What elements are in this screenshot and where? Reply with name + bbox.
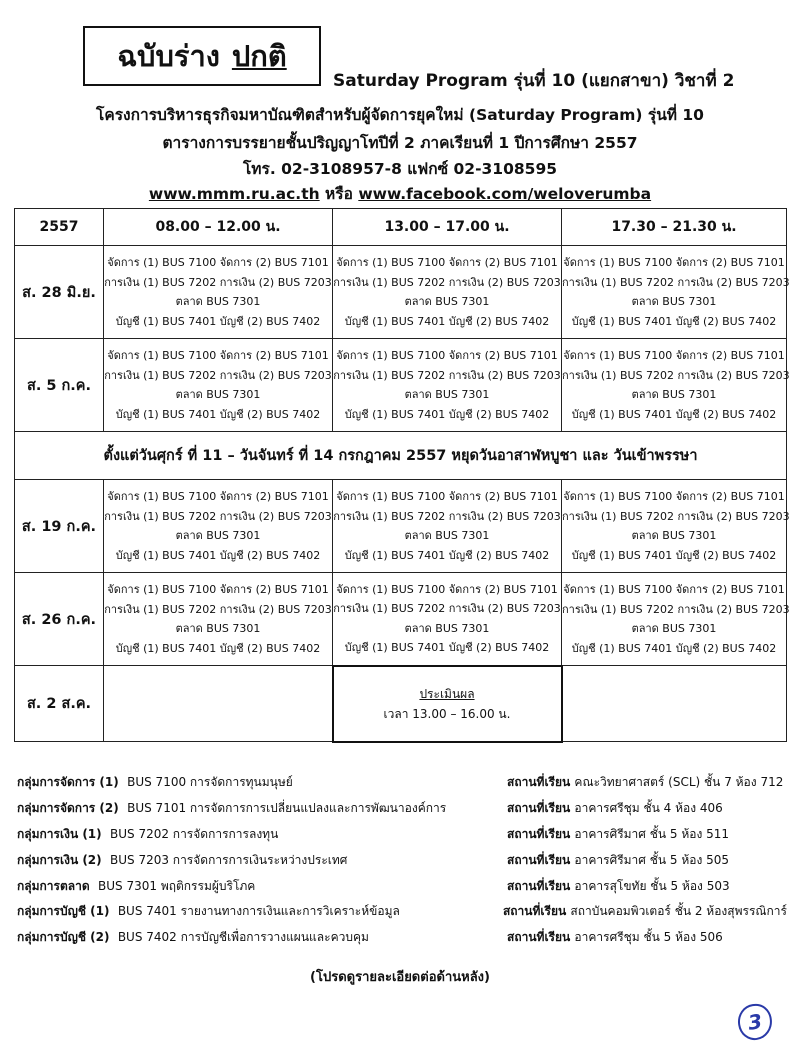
- location-label: สถานที่เรียน: [507, 826, 571, 841]
- program-line: Saturday Program รุ่นที่ 10 (แยกสาขา) วิชาที่ 2: [333, 71, 735, 91]
- course-name: BUS 7301 พฤติกรรมผู้บริโภค: [98, 878, 256, 893]
- group-name: กลุ่มการเงิน (1): [17, 826, 102, 841]
- table-row: [15, 480, 787, 573]
- list-item: [17, 899, 787, 925]
- holiday-row: [15, 432, 787, 480]
- course-cell: จัดการ (1) BUS 7100 จัดการ (2) BUS 7101 การเงิน (1) BUS 7202 การเงิน (2) BUS 7203 ตลาด BUS 7301 บัญชี (1) BUS 7401 บัญชี (2) BUS 7402: [104, 573, 333, 666]
- table-row: [15, 573, 787, 666]
- facebook-link[interactable]: www.facebook.com/weloverumba: [358, 185, 652, 203]
- date-cell: ส. 5 ก.ค.: [15, 339, 104, 432]
- schedule-line: ตารางการบรรยายชั้นปริญญาโทปีที่ 2 ภาคเรียนที่ 1 ปีการศึกษา 2557: [162, 134, 638, 152]
- list-item: [17, 796, 787, 822]
- course-cell: จัดการ (1) BUS 7100 จัดการ (2) BUS 7101 การเงิน (1) BUS 7202 การเงิน (2) BUS 7203 ตลาด BUS 7301 บัญชี (1) BUS 7401 บัญชี (2) BUS 7402: [333, 246, 562, 339]
- slot-header: 08.00 – 12.00 น.: [104, 209, 333, 246]
- location-label: สถานที่เรียน: [507, 852, 571, 867]
- group-name: กลุ่มการบัญชี (1): [17, 904, 110, 919]
- holiday-notice: ตั้งแต่วันศุกร์ ที่ 11 – วันจันทร์ ที่ 14 กรกฎาคม 2557 หยุดวันอาสาฬหบูชา และ วันเข้าพรรษา: [15, 432, 787, 480]
- draft-status: ปกติ: [231, 39, 287, 73]
- location-value: คณะวิทยาศาสตร์ (SCL) ชั้น 7 ห้อง 712: [574, 775, 784, 790]
- evaluation-cell: [333, 666, 562, 742]
- date-cell: ส. 19 ก.ค.: [15, 480, 104, 573]
- course-name: BUS 7203 การจัดการการเงินระหว่างประเทศ: [110, 852, 348, 867]
- website-link[interactable]: www.mmm.ru.ac.th: [148, 185, 320, 203]
- location-value: อาคารศิรีมาศ ชั้น 5 ห้อง 505: [574, 852, 730, 867]
- course-name: BUS 7101 การจัดการการเปลี่ยนแปลงและการพัฒนาองค์การ: [127, 801, 447, 816]
- date-cell: ส. 26 ก.ค.: [15, 573, 104, 666]
- slot-header: 13.00 – 17.00 น.: [333, 209, 562, 246]
- empty-cell: [562, 666, 787, 742]
- location-value: สถาบันคอมพิวเตอร์ ชั้น 2 ห้องสุพรรณิการ์: [570, 904, 787, 919]
- page-number-mark: 3: [736, 1002, 775, 1042]
- course-name: BUS 7100 การจัดการทุนมนุษย์: [127, 775, 293, 790]
- list-item: [17, 847, 787, 873]
- location-value: อาคารศรีชุม ชั้น 4 ห้อง 406: [574, 801, 723, 816]
- group-name: กลุ่มการตลาด: [17, 878, 90, 893]
- table-row: [15, 339, 787, 432]
- draft-label: ฉบับร่าง: [117, 39, 220, 73]
- list-item: [17, 770, 787, 796]
- date-cell: ส. 2 ส.ค.: [15, 666, 104, 742]
- group-name: กลุ่มการจัดการ (2): [17, 801, 119, 816]
- schedule-table: [14, 208, 790, 743]
- location-label: สถานที่เรียน: [502, 904, 567, 919]
- location-label: สถานที่เรียน: [507, 930, 571, 945]
- location-value: อาคารศรีชุม ชั้น 5 ห้อง 506: [574, 930, 723, 945]
- course-cell: จัดการ (1) BUS 7100 จัดการ (2) BUS 7101 การเงิน (1) BUS 7202 การเงิน (2) BUS 7203 ตลาด BUS 7301 บัญชี (1) BUS 7401 บัญชี (2) BUS 7402: [562, 573, 787, 666]
- course-group-list: [17, 770, 787, 951]
- group-name: กลุ่มการเงิน (2): [17, 852, 102, 867]
- location-value: อาคารสุโขทัย ชั้น 5 ห้อง 503: [574, 878, 730, 893]
- slot-header: 17.30 – 21.30 น.: [562, 209, 787, 246]
- course-cell: จัดการ (1) BUS 7100 จัดการ (2) BUS 7101 การเงิน (1) BUS 7202 การเงิน (2) BUS 7203 ตลาด BUS 7301 บัญชี (1) BUS 7401 บัญชี (2) BUS 7402: [333, 480, 562, 573]
- evaluation-title: ประเมินผล: [419, 686, 475, 701]
- footer-note: (โปรดดูรายละเอียดต่อด้านหลัง): [310, 970, 490, 985]
- year-header: 2557: [15, 209, 104, 246]
- location-label: สถานที่เรียน: [507, 878, 571, 893]
- draft-status-box: [83, 26, 321, 86]
- contact-line: โทร. 02-3108957-8 แฟกซ์ 02-3108595: [242, 160, 558, 178]
- course-cell: จัดการ (1) BUS 7100 จัดการ (2) BUS 7101 การเงิน (1) BUS 7202 การเงิน (2) BUS 7203 ตลาด BUS 7301 บัญชี (1) BUS 7401 บัญชี (2) BUS 7402: [562, 246, 787, 339]
- evaluation-time: เวลา 13.00 – 16.00 น.: [383, 706, 511, 721]
- course-cell: จัดการ (1) BUS 7100 จัดการ (2) BUS 7101 การเงิน (1) BUS 7202 การเงิน (2) BUS 7203 ตลาด BUS 7301 บัญชี (1) BUS 7401 บัญชี (2) BUS 7402: [104, 480, 333, 573]
- links-line: [0, 181, 800, 206]
- list-item: [17, 822, 787, 848]
- course-name: BUS 7401 รายงานทางการเงินและการวิเคราะห์ข้อมูล: [117, 904, 400, 919]
- location-value: อาคารศิรีมาศ ชั้น 5 ห้อง 511: [574, 826, 730, 841]
- empty-cell: [104, 666, 333, 742]
- course-name: BUS 7202 การจัดการการลงทุน: [110, 826, 279, 841]
- course-cell: จัดการ (1) BUS 7100 จัดการ (2) BUS 7101 การเงิน (1) BUS 7202 การเงิน (2) BUS 7203 ตลาด BUS 7301 บัญชี (1) BUS 7401 บัญชี (2) BUS 7402: [562, 339, 787, 432]
- table-row: [15, 246, 787, 339]
- table-header-row: [15, 209, 787, 246]
- course-cell: จัดการ (1) BUS 7100 จัดการ (2) BUS 7101 การเงิน (1) BUS 7202 การเงิน (2) BUS 7203 ตลาด BUS 7301 บัญชี (1) BUS 7401 บัญชี (2) BUS 7402: [104, 339, 333, 432]
- location-label: สถานที่เรียน: [507, 775, 571, 790]
- course-cell: จัดการ (1) BUS 7100 จัดการ (2) BUS 7101 การเงิน (1) BUS 7202 การเงิน (2) BUS 7203 ตลาด BUS 7301 บัญชี (1) BUS 7401 บัญชี (2) BUS 7402: [104, 246, 333, 339]
- list-item: [17, 925, 787, 951]
- table-row: [15, 666, 787, 742]
- course-cell: จัดการ (1) BUS 7100 จัดการ (2) BUS 7101 การเงิน (1) BUS 7202 การเงิน (2) BUS 7203 ตลาด BUS 7301 บัญชี (1) BUS 7401 บัญชี (2) BUS 7402: [562, 480, 787, 573]
- course-cell: จัดการ (1) BUS 7100 จัดการ (2) BUS 7101 การเงิน (1) BUS 7202 การเงิน (2) BUS 7203 ตลาด BUS 7301 บัญชี (1) BUS 7401 บัญชี (2) BUS 7402: [333, 339, 562, 432]
- project-line: โครงการบริหารธุรกิจมหาบัณฑิตสำหรับผู้จัดการยุคใหม่ (Saturday Program) รุ่นที่ 10: [96, 106, 704, 124]
- course-name: BUS 7402 การบัญชีเพื่อการวางแผนและควบคุม: [117, 930, 369, 945]
- group-name: กลุ่มการบัญชี (2): [17, 930, 110, 945]
- date-cell: ส. 28 มิ.ย.: [15, 246, 104, 339]
- course-cell: จัดการ (1) BUS 7100 จัดการ (2) BUS 7101 การเงิน (1) BUS 7202 การเงิน (2) BUS 7203 ตลาด BUS 7301 บัญชี (1) BUS 7401 บัญชี (2) BUS 7402: [333, 573, 562, 666]
- location-label: สถานที่เรียน: [507, 801, 571, 816]
- or-text: หรือ: [325, 185, 353, 203]
- group-name: กลุ่มการจัดการ (1): [17, 775, 119, 790]
- list-item: [17, 873, 787, 899]
